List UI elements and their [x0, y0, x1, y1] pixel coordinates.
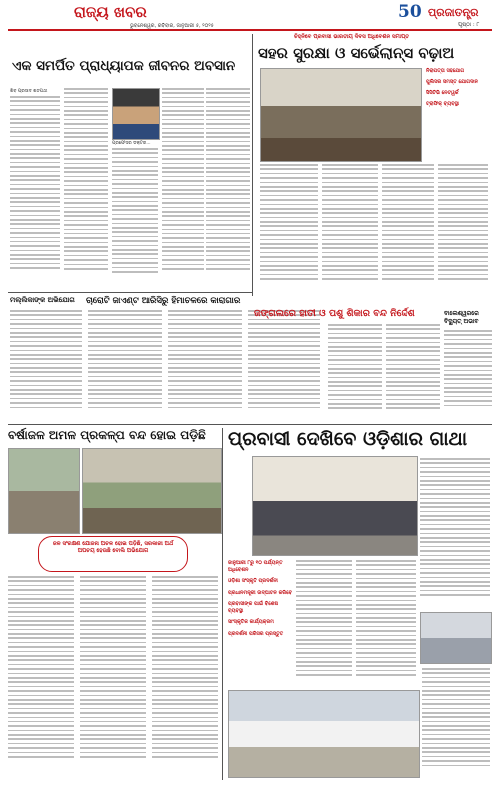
story-rainwater-headline: ବର୍ଷାଜଳ ଅମଳ ପ୍ରକଳ୍ପ ବନ୍ଦ ହୋଇ ପଡ଼ିଛି [8, 428, 206, 442]
professor-portrait [112, 88, 160, 140]
body-text-column [152, 576, 218, 776]
story-forest [254, 296, 442, 420]
section-divider [8, 424, 492, 425]
story-pravasi-headline: ପ୍ରବାସୀ ଦେଖିବେ ଓଡ଼ିଶାର ଗାଥା [228, 428, 468, 450]
body-text-column [64, 88, 108, 286]
body-text-column [328, 324, 382, 416]
body-text-column [420, 458, 490, 608]
story-professor-headline: ଏକ ସମର୍ପିତ ପ୍ରାଧ୍ୟାପକ ଜୀବନର ଅବସାନ [12, 58, 236, 74]
officials-photo [252, 456, 418, 556]
key-point: ଟ୍ରାଫିକ୍ ବ୍ୟବସ୍ଥା [426, 101, 459, 107]
story-rainwater [8, 428, 220, 780]
key-points-box [426, 68, 488, 160]
header-rule [8, 29, 492, 31]
photo-caption: ପ୍ରଫେସର ଡକ୍ଟର... [112, 141, 151, 146]
body-text-column [80, 576, 146, 776]
body-text-column [10, 96, 60, 286]
key-point: ସାଂସ୍କୃତିକ କାର୍ଯ୍ୟକ୍ରମ [228, 619, 274, 625]
body-text-column [382, 164, 434, 290]
key-point: ପ୍ରଧାନମନ୍ତ୍ରୀ ଉଦ୍‌ଘାଟନ କରିବେ [228, 589, 292, 596]
key-point: ପ୍ରବାସୀଙ୍କ ପାଇଁ ବିଶେଷ ବ୍ୟବସ୍ଥା [228, 601, 279, 614]
story-city-security-headline: ସହର ସୁରକ୍ଷା ଓ ସର୍ଭେଲାନ୍ସ ବଢ଼ାଅ [258, 44, 455, 62]
page-label: ପୃଷ୍ଠା : ୮ [458, 22, 480, 28]
body-text-column [322, 164, 378, 290]
exhibition-hall-photo [420, 612, 492, 664]
key-point: ପୁଲିସର ସମସ୍ତ ଯୋଗଦାନ [426, 79, 478, 85]
key-point: ନିରାପତ୍ତା ସହଯୋଗ [426, 68, 465, 74]
masthead [0, 0, 500, 30]
rainwater-photo [8, 448, 80, 534]
key-point: ଜାନୁଆରୀ ୮ରୁ ୧୦ ପର୍ଯ୍ୟନ୍ତ ଅଧିବେଶନ [228, 560, 283, 573]
body-text-column [422, 668, 490, 776]
body-text-column [168, 310, 242, 416]
story-kicker: ଚିହ୍ନିବେ ପ୍ରବାସୀ ଭାରତୀୟ ଦିବସ ଅଧିବେଶନ ସମାପ୍ତ [294, 34, 410, 40]
key-point: ପ୍ରଦର୍ଶନୀ ପରିସର ପ୍ରସ୍ତୁତ [228, 630, 284, 637]
body-text-column [10, 310, 82, 416]
story-himachal-headline: ଚାରୋଟି ଜାଏଣ୍ଟ ଆରିସିରୁ ହିମାଚଳରେ କାରାଗାର [86, 296, 241, 306]
body-text-column [162, 88, 204, 286]
story-city-security [254, 34, 492, 296]
callout-text: ଜଳ ସଂରକ୍ଷଣ ଯୋଜନା ଅଚଳ ହୋଇ ପଡ଼ିଛି, ସରକାରୀ ଅର୍ଥ ଅପଚୟ ହେଉଛି ବୋଲି ଅଭିଯୋଗ [52, 541, 174, 554]
key-point: ସିସିଟିଭି ନେଟୱର୍କ [426, 90, 459, 96]
body-text-column [386, 324, 440, 416]
meeting-photo [260, 68, 422, 162]
body-text-column [356, 560, 416, 686]
body-text-column [248, 310, 320, 416]
story-balasore [444, 296, 492, 420]
section-title: ରାଜ୍ୟ ଖବର [74, 3, 147, 21]
section-divider [252, 34, 253, 296]
body-text-column [8, 576, 74, 776]
story-pravasi [226, 428, 492, 780]
section-divider [8, 292, 252, 293]
byline: ଶିବ ପ୍ରସାଦ ଶତପଥୀ [10, 89, 48, 94]
body-text-column [438, 164, 488, 290]
section-divider [222, 428, 223, 780]
body-text-column [112, 148, 158, 286]
tent-venue-photo [228, 690, 420, 778]
body-text-column [296, 560, 352, 686]
logo-years-number: 50 [398, 2, 422, 22]
rainwater-callout [38, 536, 188, 572]
key-points-box [228, 560, 292, 686]
story-kicker: ମଲ୍ଲିକାଙ୍କ ଅଭିଯୋଗ [10, 296, 75, 304]
rainwater-photo [82, 448, 222, 534]
logo-50-years [398, 2, 424, 24]
dateline: ଭୁବନେଶ୍ୱର, ରବିବାର, ଜାନୁଆରୀ ୫, ୨୦୨୫ [130, 23, 214, 29]
story-balasore-headline: ବାଲେଶ୍ୱରରେ ବିଦ୍ୟୁତ୍ ଅଭାବ [444, 310, 479, 325]
body-text-column [260, 164, 318, 290]
key-point: ଓଡ଼ିଶା ସଂସ୍କୃତି ପ୍ରଦର୍ଶନୀ [228, 578, 278, 584]
newspaper-logo: ପ୍ରଜାତନ୍ତ୍ର [428, 6, 479, 19]
body-text-column [88, 310, 162, 416]
body-text-column [444, 330, 492, 416]
body-text-column [206, 88, 250, 286]
story-professor [8, 58, 252, 288]
story-forest-headline: ଜଙ୍ଗଲରେ ହାତୀ ଓ ପଶୁ ଶିକାର ବନ୍ଦ ନିର୍ଦ୍ଦେଶ [254, 308, 415, 319]
